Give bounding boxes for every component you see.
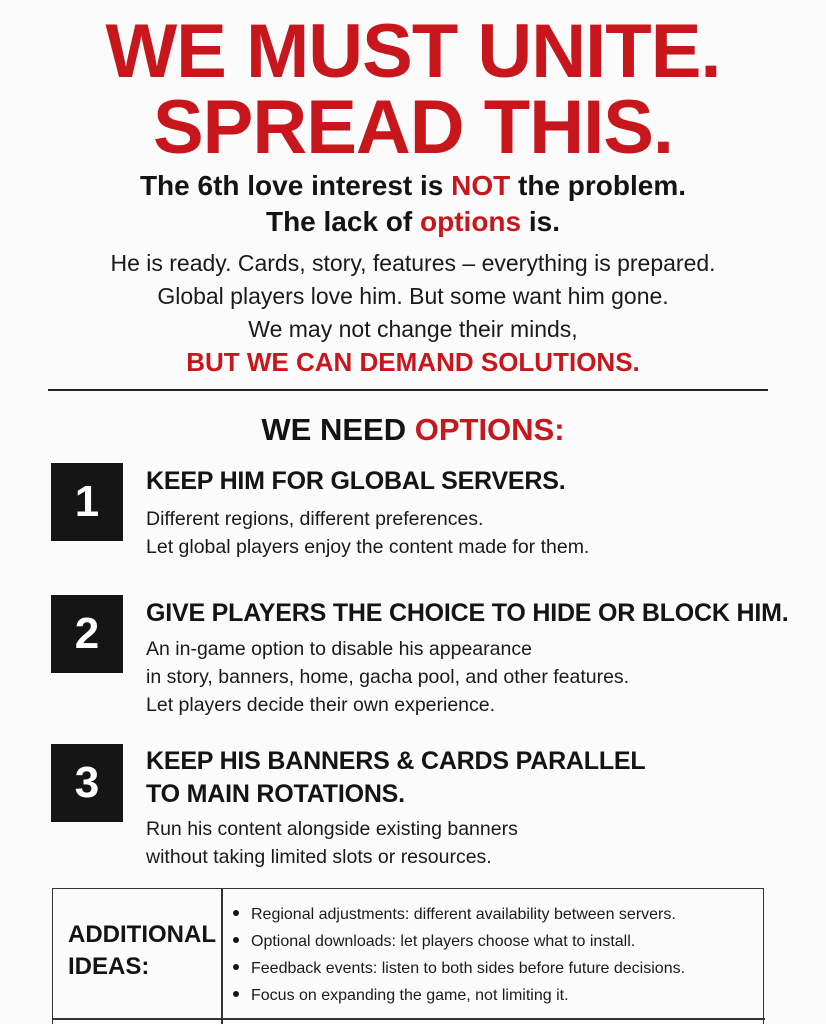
subheading-text: the problem. (510, 170, 687, 201)
bullet-icon (233, 937, 239, 943)
idea-text: Feedback events: listen to both sides before future decisions. (251, 960, 686, 977)
idea-text: Regional adjustments: different availability between servers. (251, 906, 676, 923)
additional-ideas-label (68, 919, 216, 983)
option-3-title: KEEP HIS BANNERS & CARDS PARALLEL (146, 747, 646, 775)
option-2-text: Let players decide their own experience. (146, 694, 496, 716)
option-number-badge: 1 (51, 463, 123, 541)
subheading-line-2 (0, 205, 826, 239)
option-3-text: Run his content alongside existing banners (146, 818, 518, 840)
option-number-badge: 3 (51, 744, 123, 822)
bullet-icon (233, 964, 239, 970)
idea-text: Focus on expanding the game, not limiting it. (251, 987, 569, 1004)
idea-item (233, 982, 685, 1009)
subheading-text: is. (521, 206, 561, 237)
body-line-2: Global players love him. But some want him gone. (157, 283, 669, 309)
ideas-list (233, 901, 685, 1009)
ideas-row-divider (53, 1018, 765, 1020)
option-3-title: TO MAIN ROTATIONS. (146, 780, 405, 808)
option-1-text: Different regions, different preferences. (146, 508, 484, 530)
bullet-icon (233, 910, 239, 916)
options-heading-emphasis: OPTIONS: (414, 412, 565, 447)
divider-line (48, 389, 768, 391)
additional-ideas-box (52, 888, 764, 1024)
ideas-label-line: ADDITIONAL (68, 921, 216, 948)
option-1-text: Let global players enjoy the content made for them. (146, 536, 590, 558)
ideas-label-line: IDEAS: (68, 953, 150, 980)
options-heading-text: WE NEED (261, 412, 415, 447)
option-number-badge: 2 (51, 595, 123, 673)
body-line-3: We may not change their minds, (248, 316, 578, 342)
headline-line-1: WE MUST UNITE. (105, 9, 721, 94)
body-line-1: He is ready. Cards, story, features – everything is prepared. (110, 250, 716, 276)
call-to-action: BUT WE CAN DEMAND SOLUTIONS. (186, 347, 640, 377)
option-2-text: An in-game option to disable his appearance (146, 638, 532, 660)
bullet-icon (233, 991, 239, 997)
options-heading (0, 410, 826, 450)
subheading-line-1 (0, 169, 826, 203)
idea-text: Optional downloads: let players choose what to install. (251, 933, 636, 950)
headline-line-2: SPREAD THIS. (152, 85, 674, 170)
idea-item (233, 928, 685, 955)
ideas-column-divider (221, 889, 223, 1024)
option-2-title: GIVE PLAYERS THE CHOICE TO HIDE OR BLOCK HIM. (146, 599, 789, 627)
subheading-emphasis: options (420, 206, 522, 237)
idea-item (233, 901, 685, 928)
option-2-text: in story, banners, home, gacha pool, and other features. (146, 666, 630, 688)
option-1-title: KEEP HIM FOR GLOBAL SERVERS. (146, 467, 566, 495)
option-3-text: without taking limited slots or resources. (146, 846, 492, 868)
idea-item (233, 955, 685, 982)
subheading-emphasis: NOT (451, 170, 511, 201)
subheading-text: The lack of (265, 206, 421, 237)
subheading-text: The 6th love interest is (139, 170, 452, 201)
